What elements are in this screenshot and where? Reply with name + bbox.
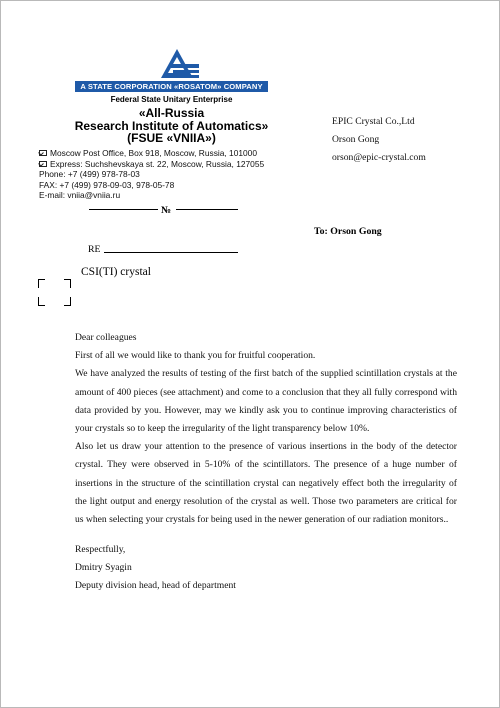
rosatom-vniia-logo-icon (149, 46, 205, 82)
letter-body (75, 329, 457, 529)
closing: Respectfully, (75, 544, 126, 555)
recipient-email: orson@epic-crystal.com (332, 152, 426, 163)
bracket-top-right (64, 279, 71, 288)
signer-name: Dmitry Syagin (75, 562, 132, 574)
signature-block (75, 541, 236, 596)
letter-subject: CSI(TI) crystal (81, 266, 151, 278)
re-line (104, 252, 238, 253)
sender-contacts (39, 148, 264, 201)
org-line-3: (FSUE «VNIIA») (127, 131, 216, 145)
paragraph-2: We have analyzed the results of testing of the first batch of the supplied scintillation crystals at the amount of 400 pieces (see attachment) and come to a conclusion that they all fully correspond with data provided by you. However, may we kindly ask you to continue improving characteristics of your crystals so to keep the irregularity of the light transparency below 10%. (75, 368, 457, 435)
post-address-text: Moscow Post Office, Box 918, Moscow, Russia, 101000 (50, 148, 257, 158)
envelope-icon (39, 161, 47, 167)
number-line-right (176, 209, 238, 210)
post-address (39, 148, 264, 159)
salutation: Dear colleagues (75, 332, 137, 343)
bracket-bottom-right (64, 297, 71, 306)
recipient-block (332, 113, 426, 167)
number-sign: № (161, 205, 172, 216)
express-address (39, 159, 264, 170)
phone: Phone: +7 (499) 978-78-03 (39, 169, 140, 179)
express-address-text: Express: Suchshevskaya st. 22, Moscow, Russia, 127055 (50, 158, 265, 169)
organization-name (61, 107, 282, 145)
re-label: RE (88, 244, 101, 255)
corporation-banner: A STATE CORPORATION «ROSATOM» COMPANY (75, 81, 268, 92)
paragraph-3: Also let us draw your attention to the presence of various insertions in the body of the detector crystal. They were observed in 5-10% of the scintillators. The presence of a huge number of insertions in the structure of the scintillation crystal can negatively effect both the irregularity of the light output and energy resolution of the crystal as well. Those two parameters are critical for us when selecting your crystals for being used in the newer generation of our radiation monitors.. (75, 441, 457, 526)
envelope-icon (39, 150, 47, 156)
fax: FAX: +7 (499) 978-09-03, 978-05-78 (39, 179, 175, 190)
addressee-line: To: Orson Gong (314, 226, 382, 237)
bracket-bottom-left (38, 297, 45, 306)
paragraph-1: First of all we would like to thank you for fruitful cooperation. (75, 350, 316, 362)
bracket-top-left (38, 279, 45, 288)
sender-email: E-mail: vniia@vniia.ru (39, 190, 121, 200)
recipient-name: Orson Gong (332, 134, 380, 145)
org-line-1: «All-Russia (138, 106, 205, 120)
signer-title: Deputy division head, head of department (75, 580, 236, 592)
recipient-company: EPIC Crystal Co.,Ltd (332, 116, 415, 127)
enterprise-type: Federal State Unitary Enterprise (110, 95, 233, 104)
number-line-left (89, 209, 158, 210)
org-line-2: Research Institute of Automatics» (74, 118, 269, 133)
